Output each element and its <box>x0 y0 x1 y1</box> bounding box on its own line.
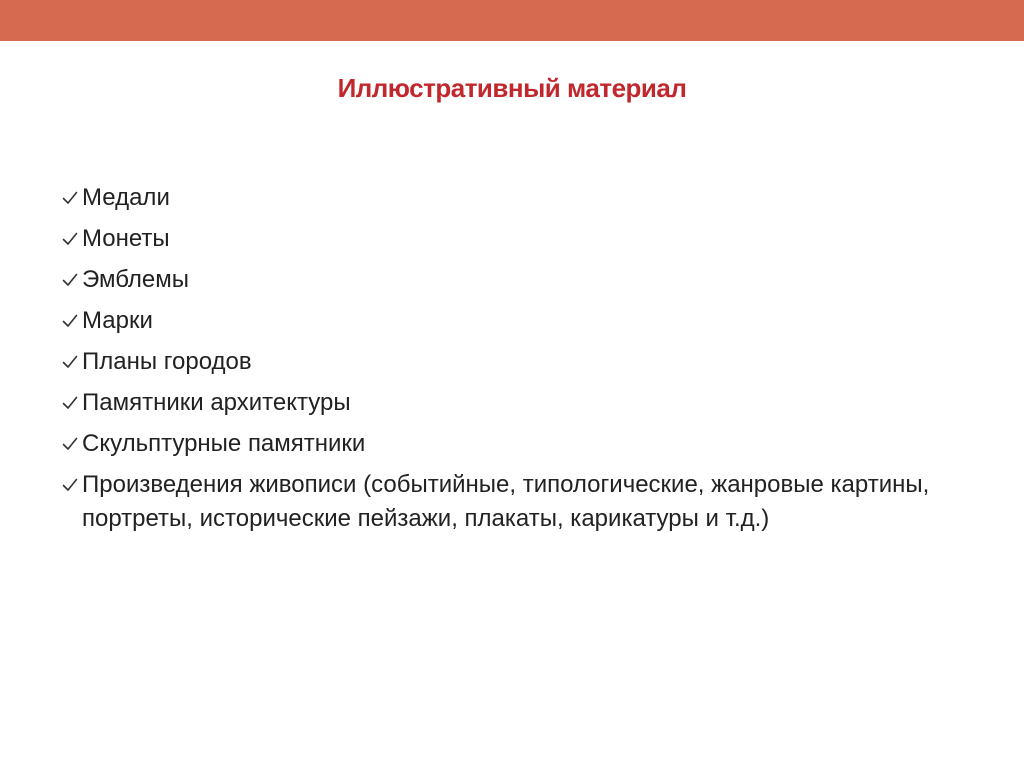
slide-title: Иллюстративный материал <box>337 73 687 103</box>
top-accent-bar <box>0 0 1024 41</box>
checkmark-icon <box>62 222 82 256</box>
list-item <box>62 386 942 420</box>
list-item-text: Монеты <box>82 225 170 252</box>
list-item <box>62 427 942 461</box>
list-item-text: Эмблемы <box>82 266 189 293</box>
list-item <box>62 345 942 379</box>
list-item-text: Скульптурные памятники <box>82 430 366 457</box>
checkmark-icon <box>62 345 82 379</box>
list-item-text: Памятники архитектуры <box>82 389 351 416</box>
list-item <box>62 263 942 297</box>
list-item <box>62 222 942 256</box>
list-item-text: Медали <box>82 184 170 211</box>
list-item <box>62 304 942 338</box>
list-item-text: Планы городов <box>82 348 252 375</box>
checkmark-icon <box>62 386 82 420</box>
checkmark-icon <box>62 304 82 338</box>
list-item <box>62 468 942 536</box>
checkmark-icon <box>62 427 82 461</box>
list-item <box>62 181 942 215</box>
checkmark-icon <box>62 263 82 297</box>
bullet-list <box>62 181 942 543</box>
checkmark-icon <box>62 181 82 215</box>
list-item-text: Произведения живописи (событийные, типологические, жанровые картины, портреты, исторические пейзажи, плакаты, карикатуры и т.д.) <box>82 471 930 532</box>
checkmark-icon <box>62 468 82 502</box>
list-item-text: Марки <box>82 307 153 334</box>
